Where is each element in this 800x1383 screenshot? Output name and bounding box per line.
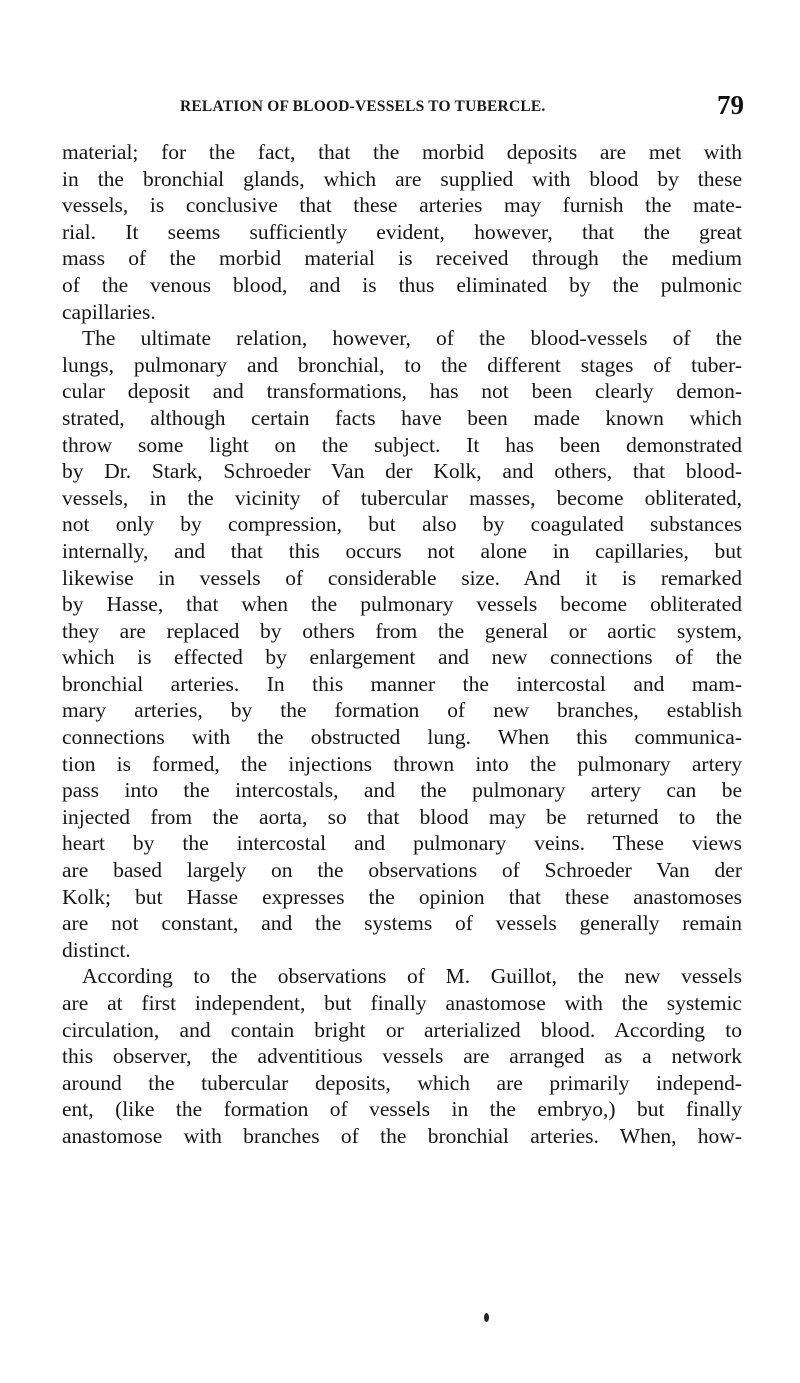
text-line: mass of the morbid material is received through the medium [62,246,742,271]
text-line: cular deposit and transformations, has not been clearly demon- [62,379,742,404]
text-line: are not constant, and the systems of vessels generally remain [62,911,742,936]
body-text [62,139,742,1150]
text-line: which is effected by enlargement and new connections of the [62,645,742,670]
text-line: they are replaced by others from the general or aortic system, [62,618,742,643]
text-line: connections with the obstructed lung. When this communica- [62,725,742,750]
text-line: circulation, and contain bright or arterialized blood. According to [62,1017,742,1042]
text-line: vessels, in the vicinity of tubercular masses, become obliterated, [62,485,742,510]
text-line: tion is formed, the injections thrown into the pulmonary artery [62,751,742,776]
text-line: anastomose with branches of the bronchial arteries. When, how- [62,1123,742,1148]
running-head [168,90,744,124]
text-line: According to the observations of M. Guillot, the new vessels [82,964,742,989]
text-line: throw some light on the subject. It has been demonstrated [62,432,742,457]
text-line: The ultimate relation, however, of the blood-vessels of the [82,326,742,351]
text-line: bronchial arteries. In this manner the intercostal and mam- [62,671,742,696]
text-line: likewise in vessels of considerable size. And it is remarked [62,565,742,590]
text-line: lungs, pulmonary and bronchial, to the different stages of tuber- [62,352,742,377]
text-line: in the bronchial glands, which are supplied with blood by these [62,166,742,191]
text-line: material; for the fact, that the morbid deposits are met with [62,140,742,164]
text-line: internally, and that this occurs not alone in capillaries, but [62,538,742,563]
text-line: of the venous blood, and is thus eliminated by the pulmonic [62,272,742,297]
text-line: mary arteries, by the formation of new branches, establish [62,698,742,723]
text-line: not only by compression, but also by coagulated substances [62,512,742,537]
text-line: by Hasse, that when the pulmonary vessels become obliterated [62,592,742,617]
text-line: are based largely on the observations of Schroeder Van der [62,858,742,883]
text-line: vessels, is conclusive that these arteries may furnish the mate- [62,193,742,218]
text-line: capillaries. [62,299,156,324]
text-line: distinct. [62,937,131,962]
text-line: ent, (like the formation of vessels in the embryo,) but finally [62,1097,742,1122]
text-line: injected from the aorta, so that blood may be returned to the [62,804,742,829]
text-line: rial. It seems sufficiently evident, however, that the great [62,219,742,244]
text-line: around the tubercular deposits, which are primarily independ- [62,1070,742,1095]
text-line: by Dr. Stark, Schroeder Van der Kolk, and others, that blood- [62,459,742,484]
text-line: strated, although certain facts have been made known which [62,405,742,430]
ink-speck [484,1313,489,1322]
text-line: pass into the intercostals, and the pulmonary artery can be [62,778,742,803]
page-number: 79 [717,90,744,120]
running-title: RELATION OF BLOOD-VESSELS TO TUBERCLE. [180,98,546,115]
text-line: are at first independent, but finally anastomose with the systemic [62,991,742,1015]
text-line: heart by the intercostal and pulmonary veins. These views [62,831,742,856]
text-line: this observer, the adventitious vessels are arranged as a network [62,1044,742,1069]
text-line: Kolk; but Hasse expresses the opinion that these anastomoses [62,884,742,909]
